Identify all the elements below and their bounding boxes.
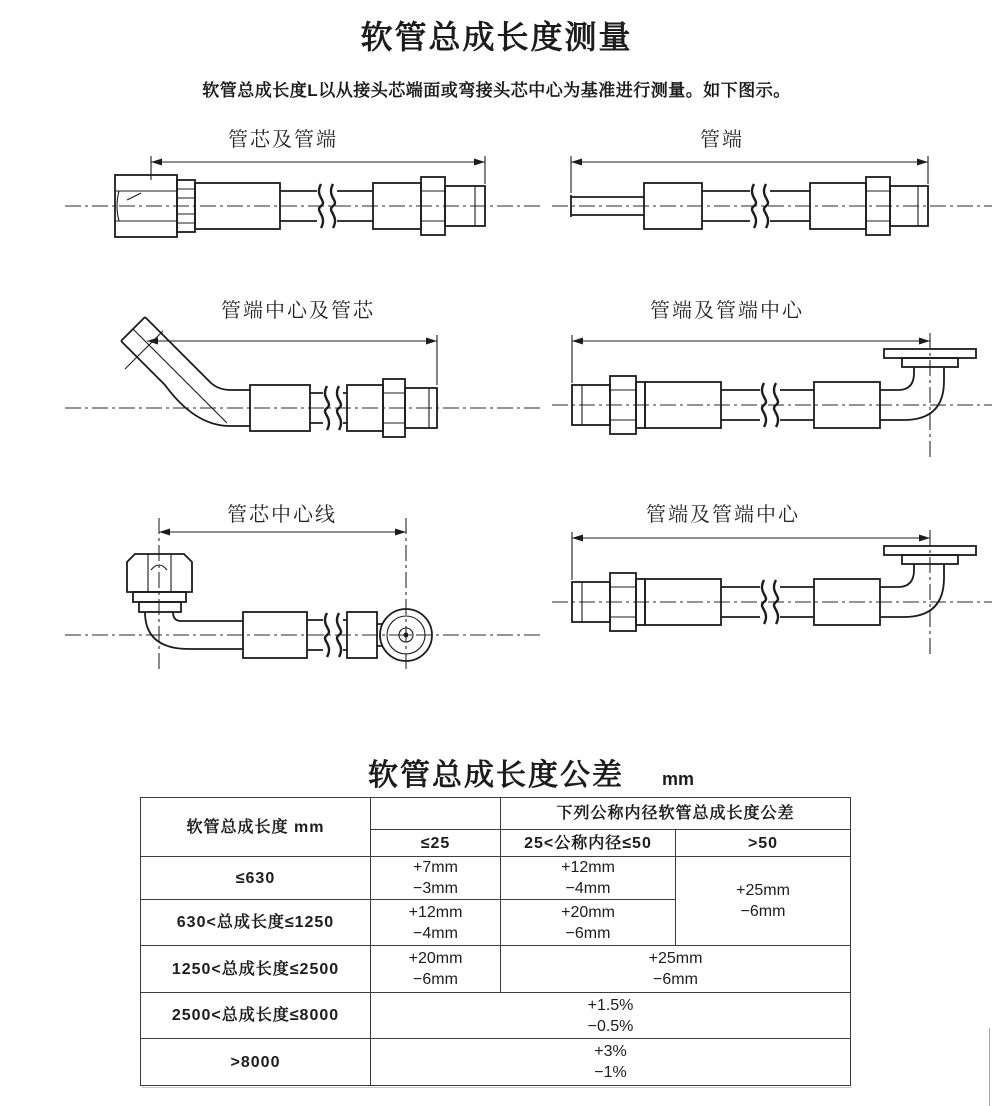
table-row [141, 857, 851, 900]
figure-4-label: 管端及管端中心 [650, 300, 804, 322]
tolerance-plus: +12mm [561, 859, 615, 876]
tolerance-minus: −1% [594, 1064, 627, 1081]
scan-artifact-line [142, 1087, 852, 1088]
tolerance-cell [501, 857, 676, 900]
dimension-line [125, 331, 437, 385]
diagram-core-and-tube-end [65, 148, 545, 258]
diagram-tube-end-center-and-core [65, 315, 545, 465]
length-range-cell: 630<总成长度≤1250 [141, 900, 371, 946]
tolerance-cell [371, 900, 501, 946]
figure-2-label: 管端 [700, 129, 744, 151]
scan-artifact-edge [989, 1028, 990, 1106]
tolerance-minus: −6mm [413, 971, 458, 988]
tolerance-minus: −4mm [565, 880, 611, 897]
dimension-line [571, 156, 928, 193]
tolerance-cell [371, 946, 501, 993]
tolerance-cell [501, 946, 851, 993]
tolerance-plus: +12mm [408, 903, 463, 921]
tolerance-minus: −0.5% [587, 1017, 634, 1035]
figure-5-label: 管芯中心线 [227, 504, 337, 526]
table-row [141, 1039, 851, 1086]
length-range-cell: 2500<总成长度≤8000 [141, 993, 371, 1039]
hose-break-symbol [752, 184, 768, 228]
bore-col-header: >50 [676, 830, 851, 857]
tolerance-cell [371, 857, 501, 900]
tolerance-minus: −6mm [653, 971, 698, 988]
table-section-title [368, 750, 694, 794]
table-row [141, 946, 851, 993]
bore-group-header: 下列公称内径软管总成长度公差 [501, 798, 851, 830]
table-header-row-1 [141, 798, 851, 830]
tolerance-minus: −6mm [565, 924, 611, 942]
figure-6-label: 管端及管端中心 [646, 504, 800, 526]
tolerance-plus: +25mm [648, 950, 703, 967]
tolerance-plus: +1.5% [587, 996, 634, 1014]
length-range-cell: ≤630 [141, 857, 371, 900]
tolerance-cell [676, 857, 851, 946]
diagram-tube-end [552, 148, 992, 258]
table-unit-label: mm [662, 769, 695, 789]
length-range-cell: 1250<总成长度≤2500 [141, 946, 371, 993]
diagram-tube-end-and-end-center [552, 315, 992, 465]
tolerance-minus: −6mm [740, 903, 786, 920]
hose-break-symbol [325, 386, 341, 430]
tolerance-plus: +20mm [408, 950, 463, 967]
length-column-header: 软管总成长度 mm [141, 798, 371, 857]
tolerance-cell [501, 900, 676, 946]
angled-tube-end [121, 317, 250, 426]
elbow-flange-fitting [880, 546, 976, 617]
tolerance-plus: +20mm [561, 903, 615, 921]
dimension-line [151, 156, 485, 184]
figure-3-label: 管端中心及管芯 [221, 300, 375, 322]
tolerance-minus: −4mm [413, 924, 458, 942]
diagram-core-centerline [65, 510, 545, 675]
tolerance-plus: +3% [594, 1043, 627, 1060]
hose-break-symbol [319, 184, 335, 228]
tolerance-cell [371, 993, 851, 1039]
tolerance-plus: +25mm [736, 882, 790, 899]
hose-break-symbol [325, 613, 341, 657]
bore-col-header: 25<公称内径≤50 [501, 830, 676, 857]
figure-1-label: 管芯及管端 [228, 129, 338, 151]
length-range-cell: >8000 [141, 1039, 371, 1086]
tolerance-table [140, 797, 851, 1086]
tolerance-cell [371, 1039, 851, 1086]
tolerance-plus: +7mm [413, 859, 458, 876]
table-row [141, 993, 851, 1039]
elbow-flange-fitting [880, 349, 976, 420]
bore-col-header: ≤25 [371, 830, 501, 857]
dimension-line [159, 529, 406, 536]
empty-header-cell [371, 798, 501, 830]
measurement-description: 软管总成长度L以从接头芯端面或弯接头芯中心为基准进行测量。如下图示。 [202, 81, 791, 100]
diagram-tube-end-and-end-center-2 [552, 512, 992, 662]
tolerance-minus: −3mm [413, 880, 458, 897]
table-title-text: 软管总成长度公差 [368, 759, 624, 792]
page-title: 软管总成长度测量 [360, 19, 633, 55]
